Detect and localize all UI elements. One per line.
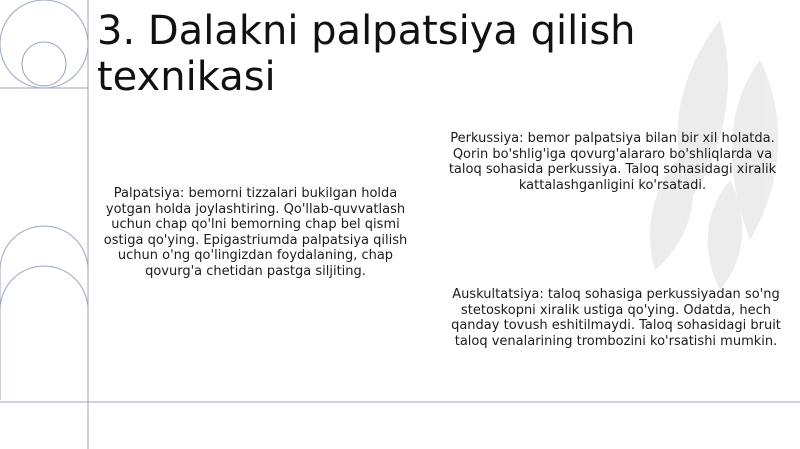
perkussiya-text: Perkussiya: bemor palpatsiya bilan bir xil holatda. Qorin bo'shlig'iga qovurg'alararo bo'shliqlarda va taloq sohasida perkussiya. Taloq sohasidagi xiralik kattalashganligini ko'rsatadi. bbox=[448, 131, 777, 193]
slide-title: 3. Dalakni palpatsiya qilish texnikasi bbox=[97, 8, 636, 100]
palpatsiya-text: Palpatsiya: bemorni tizzalari bukilgan holda yotgan holda joylashtiring. Qo'llab-quvvatlash uchun chap qo'lni bemorning chap bel qismi ostiga qo'ying. Epigastriumda palpatsiya qilish uchun o'ng qo'lingizdan foydalaning, chap qovurg'a chetidan pastga siljiting. bbox=[103, 186, 408, 279]
auskultatsiya-text: Auskultatsiya: taloq sohasiga perkussiyadan so'ng stetoskopni xiralik ustiga qo'ying. Odatda, hech qanday tovush eshitilmaydi. Taloq sohasidagi bruit taloq venalarining trombozini ko'rsatishi mumkin. bbox=[451, 287, 781, 349]
